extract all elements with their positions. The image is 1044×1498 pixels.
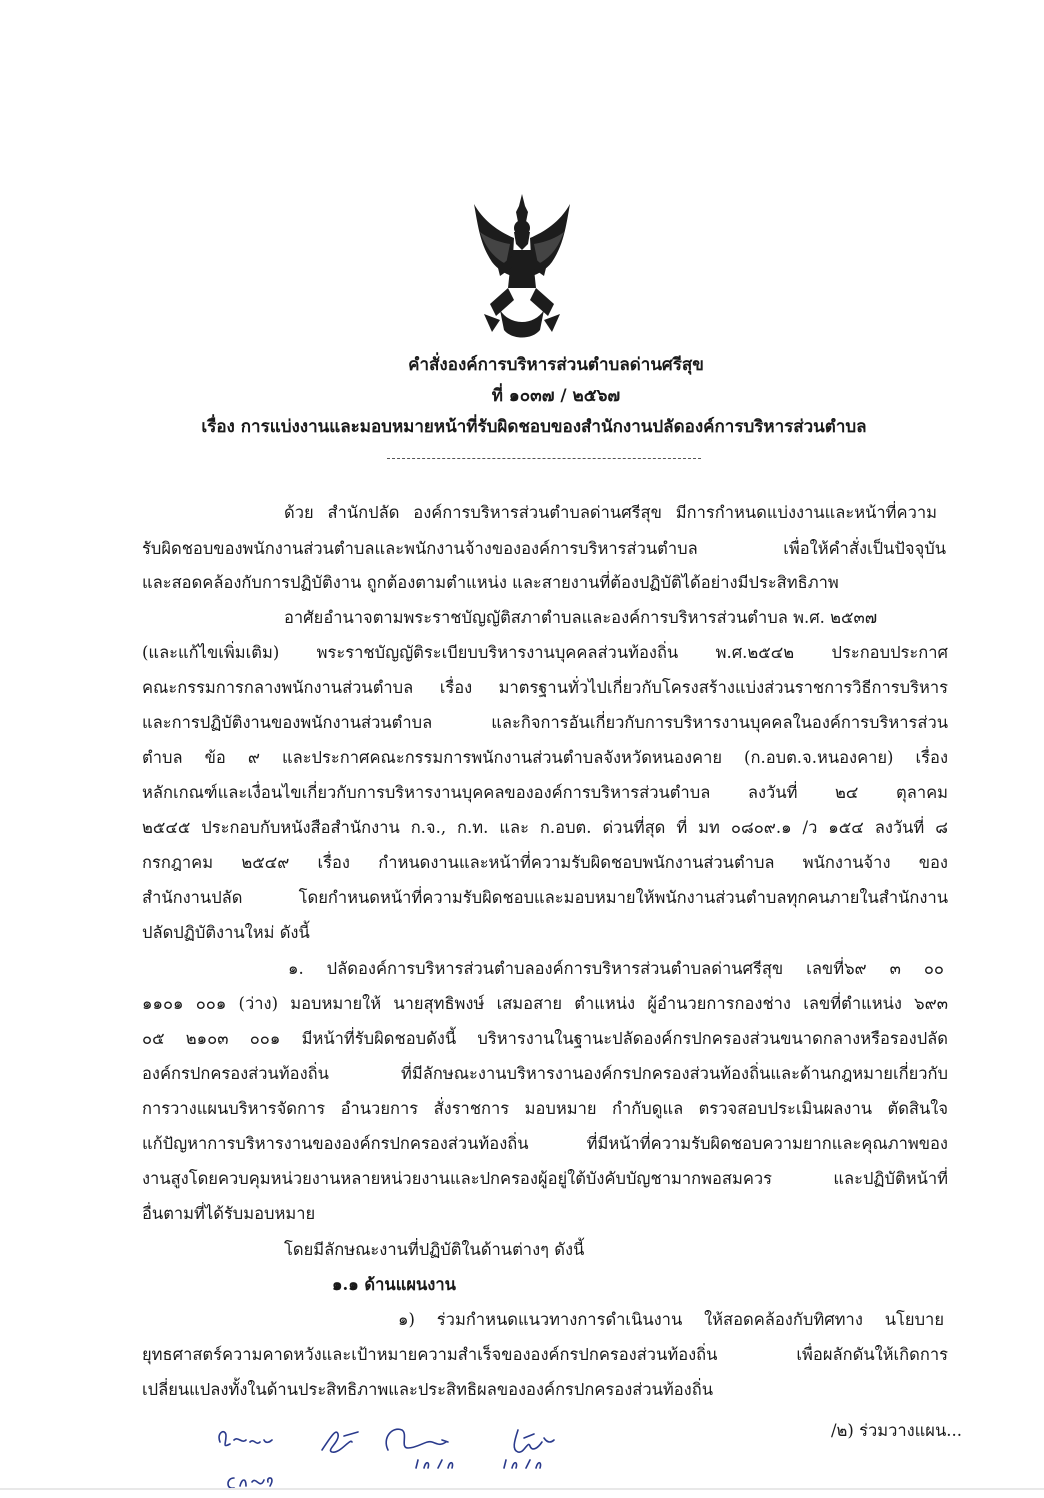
body-line: ๑๑๐๑ ๐๐๑ (ว่าง) มอบหมายให้ นายสุทธิพงษ์ เสมอสาย ตำแหน่ง ผู้อำนวยการกองช่าง เลขที่ตำแหน่ง ๖๙๓ [142,994,948,1013]
body-line: ๐๕ ๒๑๐๓ ๐๐๑ มีหน้าที่รับผิดชอบดังนี้ บริหารงานในฐานะปลัดองค์กรปกครองส่วนขนาดกลางหรือรองปลัด [142,1029,948,1048]
order-title: คำสั่งองค์การบริหารส่วนตำบลด่านศรีสุข [408,355,704,375]
body-line: งานสูงโดยควบคุมหน่วยงานหลายหน่วยงานและปกครองผู้อยู่ใต้บังคับบัญชามากพอสมควร และปฏิบัติหน้าที่ [142,1169,948,1188]
body-line: ๑) ร่วมกำหนดแนวทางการดำเนินงาน ให้สอดคล้องกับทิศทาง นโยบาย [398,1310,944,1329]
body-line: อาศัยอำนาจตามพระราชบัญญัติสภาตำบลและองค์การบริหารส่วนตำบล พ.ศ. ๒๕๓๗ [284,608,878,627]
body-line: ปลัดปฏิบัติงานใหม่ ดังนี้ [142,923,310,942]
body-line: องค์กรปกครองส่วนท้องถิ่น ที่มีลักษณะงานบริหารงานองค์กรปกครองส่วนท้องถิ่นและด้านกฎหมายเกี่ยวกับ [142,1064,948,1083]
body-line: แก้ปัญหาการบริหารงานขององค์กรปกครองส่วนท้องถิ่น ที่มีหน้าที่ความรับผิดชอบความยากและคุณภาพของ [142,1134,948,1153]
section-heading: ๑.๑ ด้านแผนงาน [332,1275,456,1294]
body-line: (และแก้ไขเพิ่มเติม) พระราชบัญญัติระเบียบบริหารงานบุคคลส่วนท้องถิ่น พ.ศ.๒๕๔๒ ประกอบประกาศ [142,643,948,662]
body-line: เปลี่ยนแปลงทั้งในด้านประสิทธิภาพและประสิทธิผลขององค์กรปกครองส่วนท้องถิ่น [142,1380,713,1399]
body-line: กรกฎาคม ๒๕๔๙ เรื่อง กำหนดงานและหน้าที่ความรับผิดชอบพนักงานส่วนตำบล พนักงานจ้าง ของ [142,853,948,872]
body-line: หลักเกณฑ์และเงื่อนไขเกี่ยวกับการบริหารงานบุคคลขององค์การบริหารส่วนตำบล ลงวันที่ ๒๔ ตุลาคม [142,783,948,802]
body-line: สำนักงานปลัด โดยกำหนดหน้าที่ความรับผิดชอบและมอบหมายให้พนักงานส่วนตำบลทุกคนภายในสำนักงาน [142,888,948,907]
garuda-emblem-icon [470,192,574,344]
page-bottom-edge [0,1488,1044,1490]
continuation-note: /๒) ร่วมวางแผน... [830,1421,962,1440]
handwritten-signatures-icon [212,1420,612,1494]
header-divider [387,458,701,459]
body-line: และการปฏิบัติงานของพนักงานส่วนตำบล และกิจการอันเกี่ยวกับการบริหารงานบุคคลในองค์การบริหารส่วน [142,713,948,732]
order-subject: เรื่อง การแบ่งงานและมอบหมายหน้าที่รับผิดชอบของสำนักงานปลัดองค์การบริหารส่วนตำบล [201,417,867,437]
body-line: การวางแผนบริหารจัดการ อำนวยการ สั่งราชการ มอบหมาย กำกับดูแล ตรวจสอบประเมินผลงาน ตัดสินใจ [142,1099,948,1118]
body-line: ตำบล ข้อ ๙ และประกาศคณะกรรมการพนักงานส่วนตำบลจังหวัดหนองคาย (ก.อบต.จ.หนองคาย) เรื่อง [142,748,948,767]
body-line: คณะกรรมการกลางพนักงานส่วนตำบล เรื่อง มาตรฐานทั่วไปเกี่ยวกับโครงสร้างแบ่งส่วนราชการวิธีการบริหาร [142,678,948,697]
body-line: รับผิดชอบของพนักงานส่วนตำบลและพนักงานจ้างขององค์การบริหารส่วนตำบล เพื่อให้คำสั่งเป็นปัจจุบัน [142,539,946,558]
body-line: ๒๕๔๕ ประกอบกับหนังสือสำนักงาน ก.จ., ก.ท. และ ก.อบต. ด่วนที่สุด ที่ มท ๐๘๐๙.๑ /ว ๑๕๔ ลงวันที่ ๘ [142,818,948,837]
body-line: โดยมีลักษณะงานที่ปฏิบัติในด้านต่างๆ ดังนี้ [284,1240,585,1259]
body-line: ด้วย สำนักปลัด องค์การบริหารส่วนตำบลด่านศรีสุข มีการกำหนดแบ่งงานและหน้าที่ความ [284,503,937,522]
order-number: ที่ ๑๐๓๗ / ๒๕๖๗ [491,386,621,406]
body-line: ๑. ปลัดองค์การบริหารส่วนตำบลองค์การบริหารส่วนตำบลด่านศรีสุข เลขที่๖๙ ๓ ๐๐ [288,959,944,978]
body-line: อื่นตามที่ได้รับมอบหมาย [142,1204,316,1223]
body-line: และสอดคล้องกับการปฏิบัติงาน ถูกต้องตามตำแหน่ง และสายงานที่ต้องปฏิบัติได้อย่างมีประสิทธิภาพ [142,573,839,592]
body-line: ยุทธศาสตร์ความคาดหวังและเป้าหมายความสำเร็จขององค์กรปกครองส่วนท้องถิ่น เพื่อผลักดันให้เกิดการ [142,1345,948,1364]
